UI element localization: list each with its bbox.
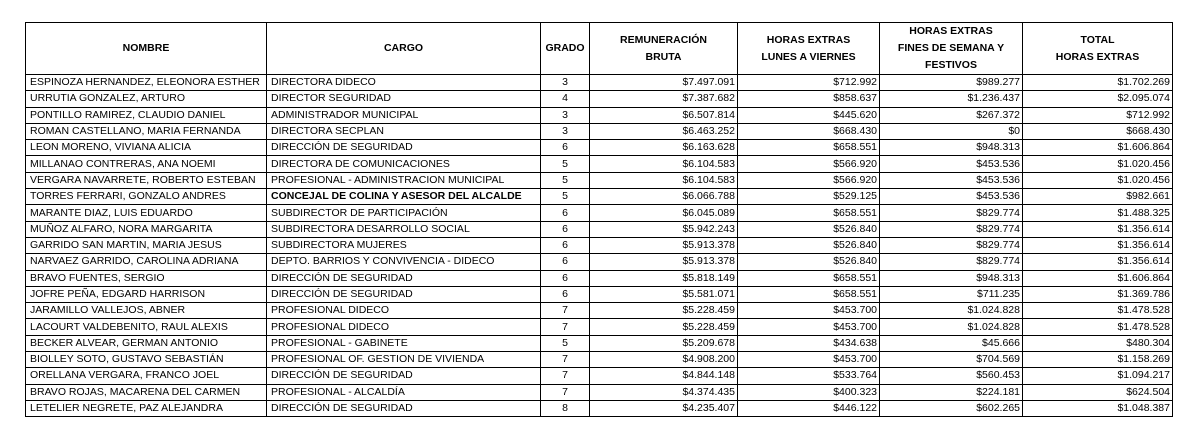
table-row xyxy=(26,189,1173,205)
cell-cargo: DIRECCIÓN DE SEGURIDAD xyxy=(267,400,541,416)
table-row xyxy=(26,237,1173,253)
cell-grado: 4 xyxy=(541,91,590,107)
table-row xyxy=(26,384,1173,400)
cell-horas-lunes-viernes: $529.125 xyxy=(738,189,880,205)
cell-horas-lunes-viernes: $658.551 xyxy=(738,205,880,221)
header-row xyxy=(26,23,1173,75)
cell-remuneracion-bruta: $5.209.678 xyxy=(590,335,738,351)
cell-total-horas-extras: $1.356.614 xyxy=(1023,237,1173,253)
cell-horas-lunes-viernes: $566.920 xyxy=(738,156,880,172)
cell-cargo: PROFESIONAL OF. GESTION DE VIVIENDA xyxy=(267,352,541,368)
cell-nombre: ROMAN CASTELLANO, MARIA FERNANDA xyxy=(26,123,267,139)
table-body xyxy=(26,75,1173,417)
table-row xyxy=(26,172,1173,188)
cell-grado: 3 xyxy=(541,123,590,139)
cell-total-horas-extras: $1.048.387 xyxy=(1023,400,1173,416)
header-horas-lv-line-1: HORAS EXTRAS xyxy=(766,33,851,46)
cell-horas-lunes-viernes: $400.323 xyxy=(738,384,880,400)
cell-remuneracion-bruta: $7.497.091 xyxy=(590,75,738,91)
table-row xyxy=(26,75,1173,91)
cell-horas-lunes-viernes: $453.700 xyxy=(738,303,880,319)
cell-horas-lunes-viernes: $453.700 xyxy=(738,319,880,335)
cell-total-horas-extras: $1.020.456 xyxy=(1023,172,1173,188)
cell-horas-fines-semana: $829.774 xyxy=(880,237,1023,253)
cell-horas-fines-semana: $0 xyxy=(880,123,1023,139)
cell-total-horas-extras: $1.702.269 xyxy=(1023,75,1173,91)
cell-cargo: DIRECCIÓN DE SEGURIDAD xyxy=(267,286,541,302)
salary-table-container xyxy=(25,22,1173,417)
cell-cargo: DIRECTORA DE COMUNICACIONES xyxy=(267,156,541,172)
cell-nombre: BRAVO ROJAS, MACARENA DEL CARMEN xyxy=(26,384,267,400)
cell-nombre: MILLANAO CONTRERAS, ANA NOEMI xyxy=(26,156,267,172)
cell-grado: 7 xyxy=(541,384,590,400)
cell-horas-fines-semana: $948.313 xyxy=(880,140,1023,156)
cell-horas-fines-semana: $224.181 xyxy=(880,384,1023,400)
header-horas-fs-line-3: FESTIVOS xyxy=(925,59,977,71)
header-total-line-1: TOTAL xyxy=(1080,33,1115,46)
cell-total-horas-extras: $1.356.614 xyxy=(1023,221,1173,237)
cell-total-horas-extras: $1.478.528 xyxy=(1023,303,1173,319)
table-row xyxy=(26,91,1173,107)
table-row xyxy=(26,107,1173,123)
header-horas-fines-semana xyxy=(880,23,1023,75)
cell-nombre: NARVAEZ GARRIDO, CAROLINA ADRIANA xyxy=(26,254,267,270)
table-row xyxy=(26,254,1173,270)
cell-grado: 5 xyxy=(541,156,590,172)
cell-remuneracion-bruta: $6.045.089 xyxy=(590,205,738,221)
table-row xyxy=(26,335,1173,351)
header-horas-lunes-viernes xyxy=(738,23,880,75)
cell-grado: 6 xyxy=(541,140,590,156)
cell-grado: 7 xyxy=(541,319,590,335)
cell-horas-fines-semana: $1.024.828 xyxy=(880,319,1023,335)
cell-nombre: GARRIDO SAN MARTIN, MARIA JESUS xyxy=(26,237,267,253)
cell-horas-fines-semana: $1.024.828 xyxy=(880,303,1023,319)
cell-nombre: MARANTE DIAZ, LUIS EDUARDO xyxy=(26,205,267,221)
cell-nombre: VERGARA NAVARRETE, ROBERTO ESTEBAN xyxy=(26,172,267,188)
cell-cargo: DIRECCIÓN DE SEGURIDAD xyxy=(267,140,541,156)
cell-remuneracion-bruta: $6.507.814 xyxy=(590,107,738,123)
cell-horas-fines-semana: $711.235 xyxy=(880,286,1023,302)
header-remuneracion-bruta xyxy=(590,23,738,75)
cell-grado: 6 xyxy=(541,254,590,270)
cell-nombre: ORELLANA VERGARA, FRANCO JOEL xyxy=(26,368,267,384)
table-row xyxy=(26,368,1173,384)
cell-grado: 3 xyxy=(541,75,590,91)
cell-nombre: LETELIER NEGRETE, PAZ ALEJANDRA xyxy=(26,400,267,416)
cell-nombre: PONTILLO RAMIREZ, CLAUDIO DANIEL xyxy=(26,107,267,123)
cell-nombre: LACOURT VALDEBENITO, RAUL ALEXIS xyxy=(26,319,267,335)
cell-nombre: LEON MORENO, VIVIANA ALICIA xyxy=(26,140,267,156)
cell-grado: 6 xyxy=(541,205,590,221)
cell-horas-fines-semana: $704.569 xyxy=(880,352,1023,368)
cell-remuneracion-bruta: $5.228.459 xyxy=(590,319,738,335)
cell-nombre: MUÑOZ ALFARO, NORA MARGARITA xyxy=(26,221,267,237)
cell-remuneracion-bruta: $7.387.682 xyxy=(590,91,738,107)
header-total-horas-extras xyxy=(1023,23,1173,75)
cell-horas-lunes-viernes: $858.637 xyxy=(738,91,880,107)
cell-total-horas-extras: $2.095.074 xyxy=(1023,91,1173,107)
cell-nombre: BIOLLEY SOTO, GUSTAVO SEBASTIÁN xyxy=(26,352,267,368)
cell-horas-lunes-viernes: $434.638 xyxy=(738,335,880,351)
table-row xyxy=(26,319,1173,335)
cell-total-horas-extras: $1.356.614 xyxy=(1023,254,1173,270)
header-nombre: NOMBRE xyxy=(26,23,267,75)
header-horas-lv-line-2: LUNES A VIERNES xyxy=(761,50,856,63)
cell-total-horas-extras: $712.992 xyxy=(1023,107,1173,123)
cell-horas-lunes-viernes: $526.840 xyxy=(738,237,880,253)
cell-horas-lunes-viernes: $526.840 xyxy=(738,221,880,237)
cell-cargo: CONCEJAL DE COLINA Y ASESOR DEL ALCALDE xyxy=(267,189,541,205)
cell-total-horas-extras: $1.158.269 xyxy=(1023,352,1173,368)
cell-horas-lunes-viernes: $658.551 xyxy=(738,286,880,302)
cell-remuneracion-bruta: $5.913.378 xyxy=(590,254,738,270)
cell-remuneracion-bruta: $6.104.583 xyxy=(590,156,738,172)
cell-grado: 5 xyxy=(541,189,590,205)
cell-remuneracion-bruta: $6.463.252 xyxy=(590,123,738,139)
header-grado: GRADO xyxy=(541,23,590,75)
cell-cargo: PROFESIONAL DIDECO xyxy=(267,319,541,335)
cell-cargo: PROFESIONAL - ADMINISTRACION MUNICIPAL xyxy=(267,172,541,188)
header-total-line-2: HORAS EXTRAS xyxy=(1055,50,1140,63)
cell-total-horas-extras: $1.488.325 xyxy=(1023,205,1173,221)
cell-remuneracion-bruta: $4.235.407 xyxy=(590,400,738,416)
cell-nombre: BECKER ALVEAR, GERMAN ANTONIO xyxy=(26,335,267,351)
table-row xyxy=(26,352,1173,368)
cell-nombre: JOFRE PEÑA, EDGARD HARRISON xyxy=(26,286,267,302)
cell-remuneracion-bruta: $5.581.071 xyxy=(590,286,738,302)
cell-horas-fines-semana: $560.453 xyxy=(880,368,1023,384)
cell-horas-fines-semana: $453.536 xyxy=(880,189,1023,205)
cell-nombre: BRAVO FUENTES, SERGIO xyxy=(26,270,267,286)
cell-cargo: DIRECTORA SECPLAN xyxy=(267,123,541,139)
cell-cargo: SUBDIRECTORA DESARROLLO SOCIAL xyxy=(267,221,541,237)
cell-total-horas-extras: $1.094.217 xyxy=(1023,368,1173,384)
cell-cargo: PROFESIONAL - GABINETE xyxy=(267,335,541,351)
cell-horas-lunes-viernes: $712.992 xyxy=(738,75,880,91)
cell-horas-lunes-viernes: $658.551 xyxy=(738,270,880,286)
cell-cargo: DEPTO. BARRIOS Y CONVIVENCIA - DIDECO xyxy=(267,254,541,270)
cell-grado: 7 xyxy=(541,368,590,384)
cell-horas-fines-semana: $829.774 xyxy=(880,205,1023,221)
cell-grado: 6 xyxy=(541,270,590,286)
cell-grado: 5 xyxy=(541,172,590,188)
salary-table xyxy=(25,22,1173,417)
cell-total-horas-extras: $1.369.786 xyxy=(1023,286,1173,302)
table-row xyxy=(26,270,1173,286)
table-row xyxy=(26,140,1173,156)
cell-nombre: TORRES FERRARI, GONZALO ANDRES xyxy=(26,189,267,205)
cell-grado: 6 xyxy=(541,237,590,253)
header-horas-fs-line-2: FINES DE SEMANA Y xyxy=(897,42,1005,54)
cell-horas-fines-semana: $453.536 xyxy=(880,156,1023,172)
table-row xyxy=(26,205,1173,221)
cell-horas-lunes-viernes: $453.700 xyxy=(738,352,880,368)
cell-horas-lunes-viernes: $668.430 xyxy=(738,123,880,139)
cell-remuneracion-bruta: $5.818.149 xyxy=(590,270,738,286)
cell-total-horas-extras: $624.504 xyxy=(1023,384,1173,400)
cell-cargo: SUBDIRECTORA MUJERES xyxy=(267,237,541,253)
cell-horas-fines-semana: $989.277 xyxy=(880,75,1023,91)
cell-horas-lunes-viernes: $446.122 xyxy=(738,400,880,416)
cell-horas-fines-semana: $829.774 xyxy=(880,254,1023,270)
cell-grado: 6 xyxy=(541,221,590,237)
cell-horas-lunes-viernes: $533.764 xyxy=(738,368,880,384)
cell-grado: 6 xyxy=(541,286,590,302)
cell-total-horas-extras: $1.606.864 xyxy=(1023,270,1173,286)
cell-remuneracion-bruta: $6.066.788 xyxy=(590,189,738,205)
cell-cargo: DIRECCIÓN DE SEGURIDAD xyxy=(267,368,541,384)
cell-remuneracion-bruta: $5.228.459 xyxy=(590,303,738,319)
cell-total-horas-extras: $1.020.456 xyxy=(1023,156,1173,172)
cell-remuneracion-bruta: $4.374.435 xyxy=(590,384,738,400)
cell-horas-lunes-viernes: $658.551 xyxy=(738,140,880,156)
cell-horas-fines-semana: $453.536 xyxy=(880,172,1023,188)
cell-nombre: URRUTIA GONZALEZ, ARTURO xyxy=(26,91,267,107)
table-row xyxy=(26,123,1173,139)
header-horas-fs-line-1: HORAS EXTRAS xyxy=(909,25,993,37)
cell-total-horas-extras: $480.304 xyxy=(1023,335,1173,351)
cell-horas-lunes-viernes: $566.920 xyxy=(738,172,880,188)
cell-cargo: DIRECCIÓN DE SEGURIDAD xyxy=(267,270,541,286)
cell-total-horas-extras: $1.478.528 xyxy=(1023,319,1173,335)
cell-remuneracion-bruta: $5.942.243 xyxy=(590,221,738,237)
cell-horas-fines-semana: $45.666 xyxy=(880,335,1023,351)
table-row xyxy=(26,400,1173,416)
table-row xyxy=(26,303,1173,319)
cell-cargo: SUBDIRECTOR DE PARTICIPACIÓN xyxy=(267,205,541,221)
cell-remuneracion-bruta: $5.913.378 xyxy=(590,237,738,253)
table-row xyxy=(26,156,1173,172)
cell-nombre: ESPINOZA HERNANDEZ, ELEONORA ESTHER xyxy=(26,75,267,91)
cell-horas-fines-semana: $267.372 xyxy=(880,107,1023,123)
cell-cargo: DIRECTOR SEGURIDAD xyxy=(267,91,541,107)
cell-horas-lunes-viernes: $445.620 xyxy=(738,107,880,123)
cell-horas-fines-semana: $602.265 xyxy=(880,400,1023,416)
cell-remuneracion-bruta: $6.163.628 xyxy=(590,140,738,156)
table-row xyxy=(26,221,1173,237)
cell-cargo: ADMINISTRADOR MUNICIPAL xyxy=(267,107,541,123)
cell-grado: 7 xyxy=(541,352,590,368)
cell-grado: 3 xyxy=(541,107,590,123)
header-remuneracion-line-2: BRUTA xyxy=(645,50,682,63)
cell-remuneracion-bruta: $6.104.583 xyxy=(590,172,738,188)
cell-horas-fines-semana: $1.236.437 xyxy=(880,91,1023,107)
cell-cargo: DIRECTORA DIDECO xyxy=(267,75,541,91)
cell-total-horas-extras: $668.430 xyxy=(1023,123,1173,139)
cell-nombre: JARAMILLO VALLEJOS, ABNER xyxy=(26,303,267,319)
cell-remuneracion-bruta: $4.908.200 xyxy=(590,352,738,368)
header-remuneracion-line-1: REMUNERACIÓN xyxy=(620,33,707,46)
cell-grado: 8 xyxy=(541,400,590,416)
cell-total-horas-extras: $1.606.864 xyxy=(1023,140,1173,156)
cell-cargo: PROFESIONAL - ALCALDÍA xyxy=(267,384,541,400)
cell-grado: 5 xyxy=(541,335,590,351)
cell-remuneracion-bruta: $4.844.148 xyxy=(590,368,738,384)
cell-grado: 7 xyxy=(541,303,590,319)
cell-horas-fines-semana: $948.313 xyxy=(880,270,1023,286)
cell-total-horas-extras: $982.661 xyxy=(1023,189,1173,205)
cell-horas-fines-semana: $829.774 xyxy=(880,221,1023,237)
cell-cargo: PROFESIONAL DIDECO xyxy=(267,303,541,319)
cell-horas-lunes-viernes: $526.840 xyxy=(738,254,880,270)
header-cargo: CARGO xyxy=(267,23,541,75)
table-row xyxy=(26,286,1173,302)
